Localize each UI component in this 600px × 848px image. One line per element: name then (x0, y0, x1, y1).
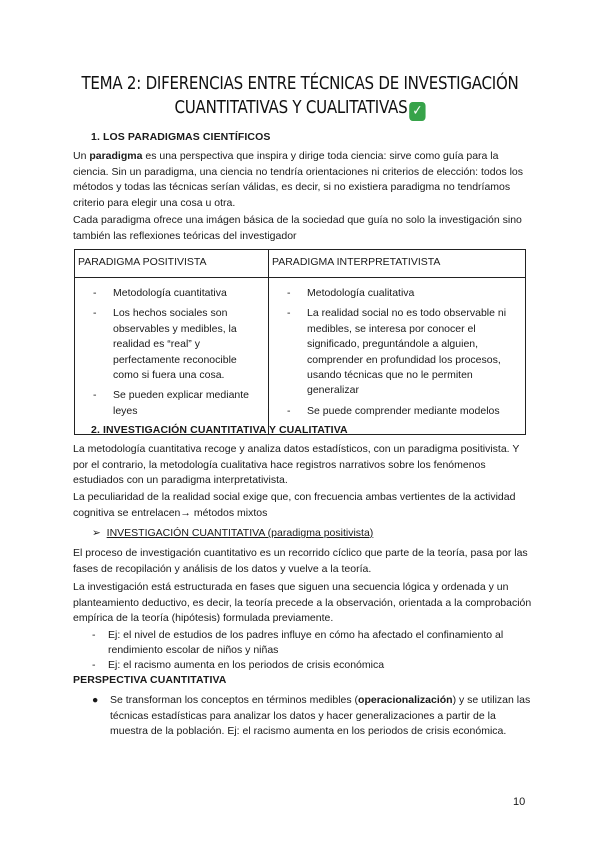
table-body-row (75, 278, 526, 435)
list-item: - Ej: el nivel de estudios de los padres influye en cómo ha afectado el confinamiento al rendimiento escolar de niños y niñas (92, 628, 532, 658)
para-text: Un (73, 150, 90, 162)
title-line-2 (42, 96, 558, 121)
interpretativista-cell (269, 278, 526, 435)
title-line-2-text: CUANTITATIVAS Y CUALITATIVAS (174, 98, 408, 118)
subsection-paradigm: (paradigma positivista) (264, 527, 374, 539)
bullet-text: ) y se utilizan las técnicas estadísticas para analizar los datos y hacer generalizaciones a partir de la muestra de la población. Ej: el racismo aumenta en los periodos de crisis económica. (110, 694, 531, 737)
list-item: - Metodología cuantitativa (93, 286, 262, 301)
paradigma-term: paradigma (89, 150, 143, 162)
table-header-interpretativista: PARADIGMA INTERPRETATIVISTA (269, 250, 526, 278)
page-title (42, 72, 558, 121)
examples-list (92, 628, 532, 673)
list-item: - Ej: el racismo aumenta en los periodos de crisis económica (92, 658, 532, 673)
subsection-title: INVESTIGACIÓN CUANTITATIVA (106, 527, 265, 539)
interpretativista-list (269, 278, 525, 434)
list-item: - Se puede comprender mediante modelos (287, 404, 519, 419)
list-item: - Metodología cualitativa (287, 286, 519, 301)
section-2-paragraph-4: La investigación está estructurada en fases que siguen una secuencia lógica y ordenada y un planteamiento deductivo, es decir, la teoría precede a la observación, orientada a la comprobación empírica de la teoría (hipótesis) formulada previamente. (73, 581, 532, 624)
section-2-paragraph-3: El proceso de investigación cuantitativo es un recorrido cíclico que parte de la teoría, pasa por las fases de recopilación y análisis de los datos y vuelve a la teoría. (73, 547, 528, 575)
perspectiva-bullet (92, 693, 532, 740)
table-header-positivista: PARADIGMA POSITIVISTA (75, 250, 269, 278)
positivista-list (75, 278, 268, 434)
table-header-row (75, 250, 526, 278)
section-1-heading: 1. LOS PARADIGMAS CIENTÍFICOS (91, 131, 271, 143)
bullet-dot-icon: ● (92, 694, 99, 706)
subsection-heading (92, 527, 373, 539)
list-item: - Los hechos sociales son observables y medibles, la realidad es “real” y perfectamente reconocible como si fuera una cosa. (93, 306, 262, 383)
section-2-paragraph-1: La metodología cuantitativa recoge y analiza datos estadísticos, con un paradigma positivista. Y por el contrario, la metodología cualitativa hace registros narrativos sobre los fenómenos estudiados con un paradigma interpretativista. (73, 443, 520, 486)
operacionalizacion-term: operacionalización (358, 694, 453, 706)
page-number: 10 (513, 796, 526, 808)
section-2-heading: 2. INVESTIGACIÓN CUANTITATIVA Y CUALITATIVA (91, 424, 348, 436)
title-line-1: TEMA 2: DIFERENCIAS ENTRE TÉCNICAS DE INVESTIGACIÓN (81, 74, 519, 94)
list-item: - Se pueden explicar mediante leyes (93, 388, 262, 419)
section-1-paragraph-1 (73, 149, 533, 211)
paradigm-table (74, 249, 526, 435)
para-text: es una perspectiva que inspira y dirige toda ciencia: sirve como guía para la ciencia. Sin un paradigma, una ciencia no tendría orientaciones ni criterios de elección: todos los métodos y todas las técnicas serían válidas, es decir, si no existiera paradigma no tendríamos criterio para elegir una cosa u otra. (73, 150, 524, 209)
perspectiva-heading: PERSPECTIVA CUANTITATIVA (73, 674, 227, 686)
arrow-bullet-icon: ➢ (92, 527, 101, 539)
section-1-paragraph-2: Cada paradigma ofrece una imágen básica de la sociedad que guía no solo la investigación sino también las reflexiones teóricas del investigador (73, 214, 522, 242)
list-item: - La realidad social no es todo observable ni medibles, se interesa por conocer el significado, preguntándole a alguien, comprender en profundidad los procesos, usando técnicas que no le permiten generalizar (287, 306, 519, 398)
bullet-text: Se transforman los conceptos en términos medibles ( (110, 694, 359, 706)
positivista-cell (75, 278, 269, 435)
check-mark-icon: ✓ (409, 102, 425, 121)
section-2-paragraph-2: La peculiaridad de la realidad social exige que, con frecuencia ambas vertientes de la actividad cognitiva se entrelacen→ métodos mixtos (73, 491, 516, 519)
